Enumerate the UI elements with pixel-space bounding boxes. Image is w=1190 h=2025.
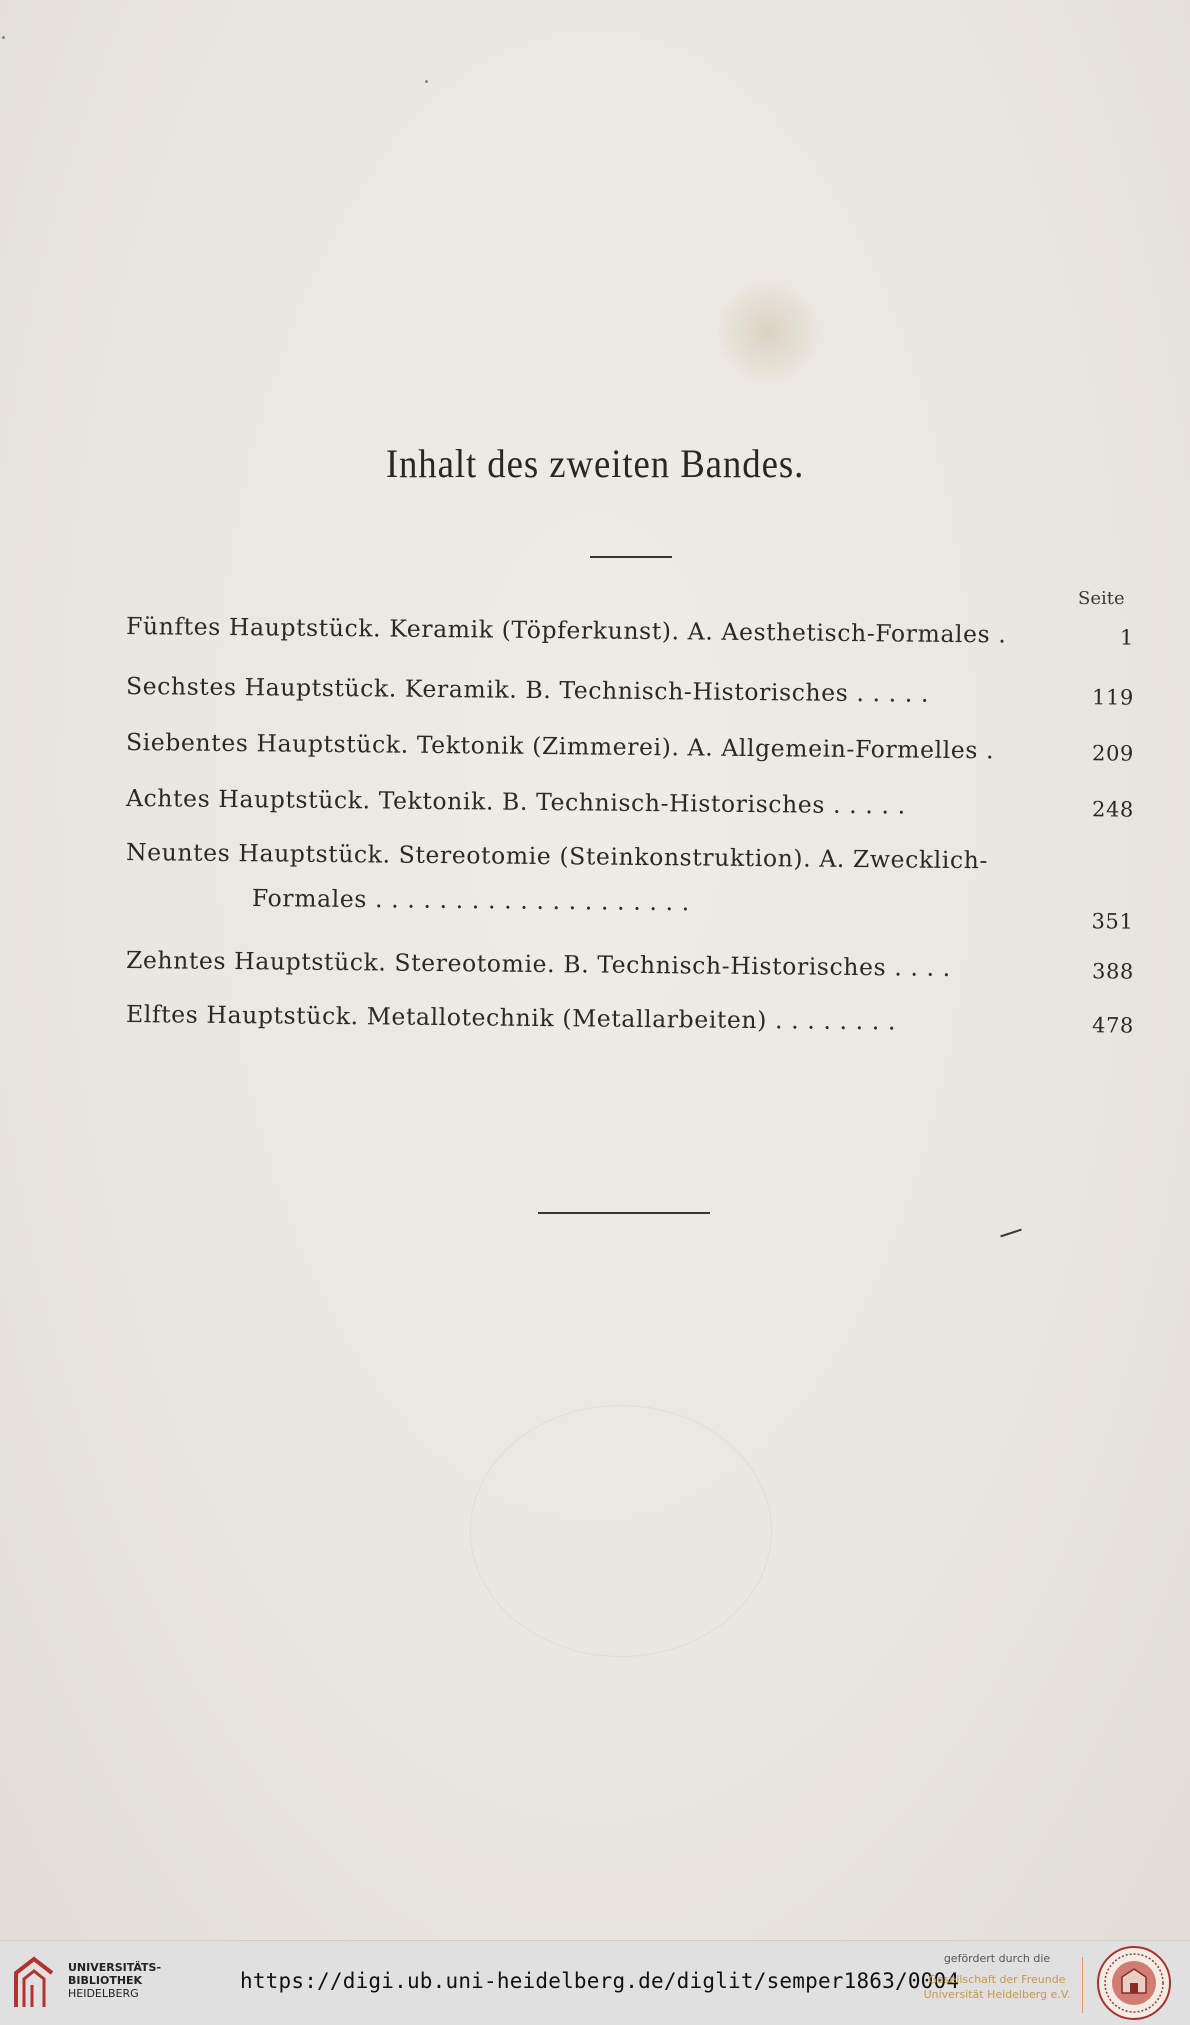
sponsor-name: Universität Heidelberg e.V. [923, 1988, 1071, 2001]
toc-entry-text: Fünftes Hauptstück. Keramik (Töpferkunst). A. Aesthetisch-Formales . [125, 612, 1007, 649]
closing-rule [538, 1212, 710, 1214]
toc-entry [126, 672, 1134, 716]
toc-entry-text: Zehntes Hauptstück. Stereotomie. B. Technisch-Historisches . . . . [125, 946, 951, 982]
title-rule [590, 556, 672, 558]
library-name-line: BIBLIOTHEK [68, 1974, 143, 1987]
sponsor-divider [1082, 1957, 1083, 2013]
bleed-through-mark [470, 1405, 772, 1657]
toc-entry-continuation: Formales . . . . . . . . . . . . . . . . . . . . [251, 884, 690, 917]
toc-entry [126, 946, 1134, 990]
viewer-footer [0, 1940, 1190, 2025]
toc-entry-page: 388 [1091, 959, 1135, 984]
paper-speck [2, 36, 5, 39]
sponsor-credit [912, 1951, 1082, 2002]
toc-entry-text: Siebentes Hauptstück. Tektonik (Zimmerei). A. Allgemein-Formelles . [125, 728, 995, 765]
page-column-header: Seite [1078, 588, 1125, 609]
sponsor-name: Gesellschaft der Freunde [928, 1973, 1066, 1986]
toc-entry-text: Achtes Hauptstück. Tektonik. B. Technisch-Historisches . . . . . [125, 784, 906, 820]
page-title: Inhalt des zweiten Bandes. [385, 441, 805, 486]
toc-entry-page: 478 [1091, 1013, 1135, 1038]
toc-entry [126, 612, 1134, 656]
toc-entry-text: Elftes Hauptstück. Metallotechnik (Metallarbeiten) . . . . . . . . [125, 1000, 897, 1036]
library-name [68, 1961, 161, 2000]
library-name-line: UNIVERSITÄTS- [68, 1961, 162, 1974]
toc-entry [126, 728, 1134, 772]
toc-entry-text: Neuntes Hauptstück. Stereotomie (Steinkonstruktion). A. Zwecklich- [125, 838, 989, 875]
library-name-line: HEIDELBERG [68, 1987, 139, 2000]
toc-entry-page: 1 [1119, 625, 1135, 650]
sponsor-prefix: gefördert durch die [943, 1952, 1051, 1965]
toc-entry [126, 1000, 1134, 1044]
toc-entry [126, 784, 1134, 828]
toc-entry-page: 119 [1091, 685, 1135, 710]
paper-speck [425, 80, 428, 83]
toc-entry-page: 209 [1091, 741, 1135, 766]
pen-mark [1000, 1229, 1022, 1238]
toc-entry-page: 351 [1091, 909, 1134, 934]
permalink-url[interactable]: https://digi.ub.uni-heidelberg.de/diglit/semper1863/0004 [240, 1969, 960, 1993]
paper-stain [718, 282, 818, 382]
library-logo-icon[interactable] [12, 1955, 56, 2011]
toc-entry-text: Sechstes Hauptstück. Keramik. B. Technisch-Historisches . . . . . [125, 672, 930, 708]
university-seal-icon[interactable] [1096, 1945, 1172, 2021]
toc-entry-page: 248 [1091, 797, 1135, 822]
